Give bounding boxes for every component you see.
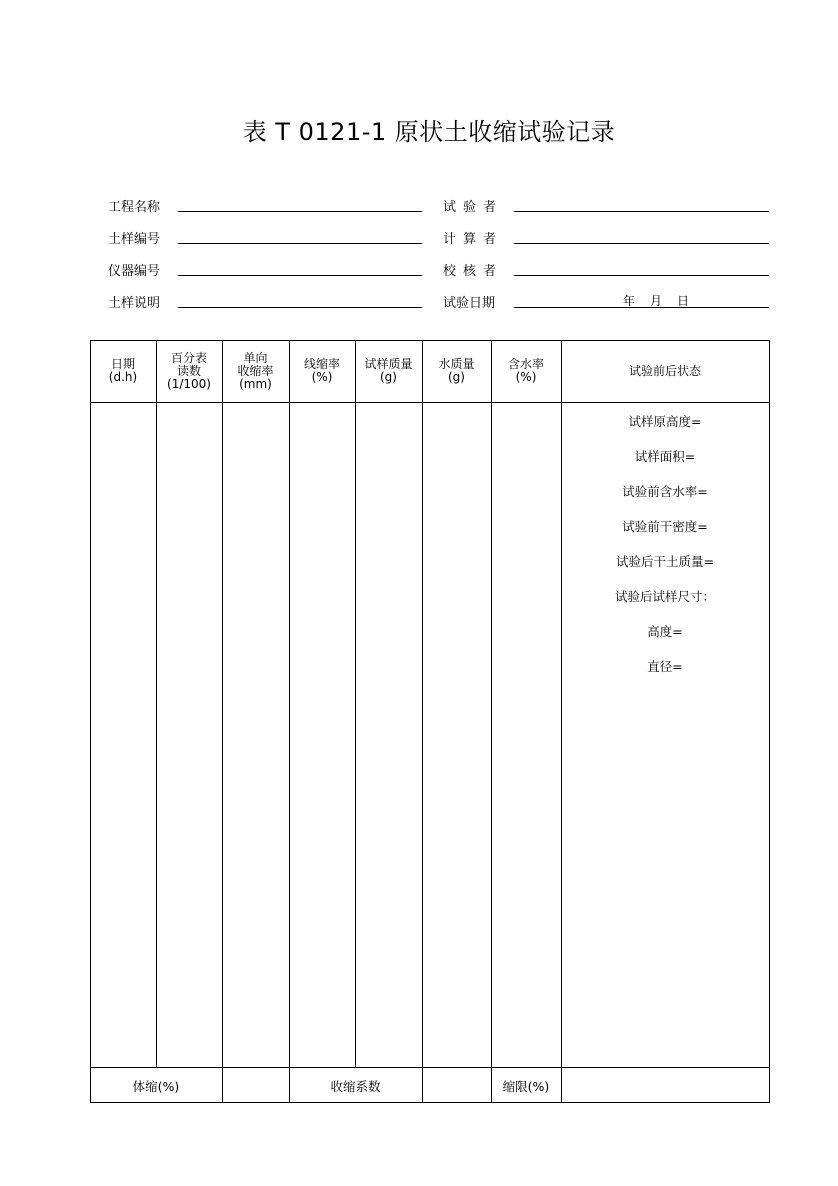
header-date: 日期 (d.h) (108, 357, 138, 384)
instrument-number-field[interactable] (178, 275, 422, 276)
header-water-content: 含水率 (%) (507, 357, 544, 384)
data-cell-dial-reading[interactable] (157, 403, 222, 1067)
state-final-dimensions: 试验后试样尺寸： (614, 589, 715, 604)
project-name-label: 工程名称 (108, 200, 161, 215)
page-title: 表 T 0121-1 原状土收缩试验记录 (242, 118, 616, 146)
tester-label: 试验者 (443, 200, 504, 215)
data-cell-linear-shrinkage[interactable] (290, 403, 355, 1067)
checker-field[interactable] (514, 275, 769, 276)
checker-label: 校核者 (443, 264, 504, 279)
footer-shrinkage-coefficient-value[interactable] (423, 1068, 491, 1103)
state-final-dry-mass: 试验后干土质量= (616, 554, 714, 569)
footer-shrinkage-limit-label: 缩限(%) (502, 1078, 550, 1094)
header-linear-shrinkage: 线缩率 (%) (303, 357, 340, 384)
instrument-number-label: 仪器编号 (108, 264, 161, 279)
header-unidirectional-shrinkage: 单向 收缩率 (mm) (237, 350, 274, 391)
date-year-label: 年 (623, 294, 636, 308)
header-sample-mass: 试样质量 (g) (364, 357, 413, 384)
data-cell-unidirectional-shrinkage[interactable] (223, 403, 289, 1067)
data-cell-date[interactable] (90, 403, 156, 1067)
state-sample-area: 试样面积= (634, 449, 696, 464)
header-dial-reading: 百分表 读数 (1/100) (167, 350, 211, 391)
shrinkage-test-table (90, 340, 770, 1103)
test-date-field[interactable] (514, 307, 769, 308)
date-day-label: 日 (677, 294, 690, 308)
sample-description-label: 土样说明 (108, 296, 161, 311)
sample-description-field[interactable] (178, 307, 422, 308)
header-water-mass: 水质量 (g) (438, 357, 475, 384)
tester-field[interactable] (514, 211, 769, 212)
state-original-height: 试样原高度= (628, 414, 702, 429)
state-diameter: 直径= (647, 659, 683, 674)
footer-volume-shrinkage-label: 体缩(%) (132, 1078, 180, 1094)
state-initial-water-content: 试验前含水率= (622, 484, 708, 499)
date-month-label: 月 (650, 294, 663, 308)
sample-number-field[interactable] (178, 243, 422, 244)
calculator-field[interactable] (514, 243, 769, 244)
header-test-state: 试验前后状态 (628, 363, 701, 378)
test-date-label: 试验日期 (443, 296, 496, 311)
sample-number-label: 土样编号 (108, 232, 161, 247)
state-initial-dry-density: 试验前干密度= (622, 519, 708, 534)
calculator-label: 计算者 (443, 232, 504, 247)
data-cell-water-content[interactable] (492, 403, 561, 1067)
project-name-field[interactable] (178, 211, 422, 212)
footer-shrinkage-coefficient-label: 收缩系数 (330, 1078, 381, 1094)
state-height: 高度= (647, 624, 683, 639)
data-cell-sample-mass[interactable] (356, 403, 422, 1067)
footer-volume-shrinkage-value[interactable] (223, 1068, 289, 1103)
data-cell-water-mass[interactable] (423, 403, 491, 1067)
footer-shrinkage-limit-value[interactable] (562, 1068, 768, 1103)
